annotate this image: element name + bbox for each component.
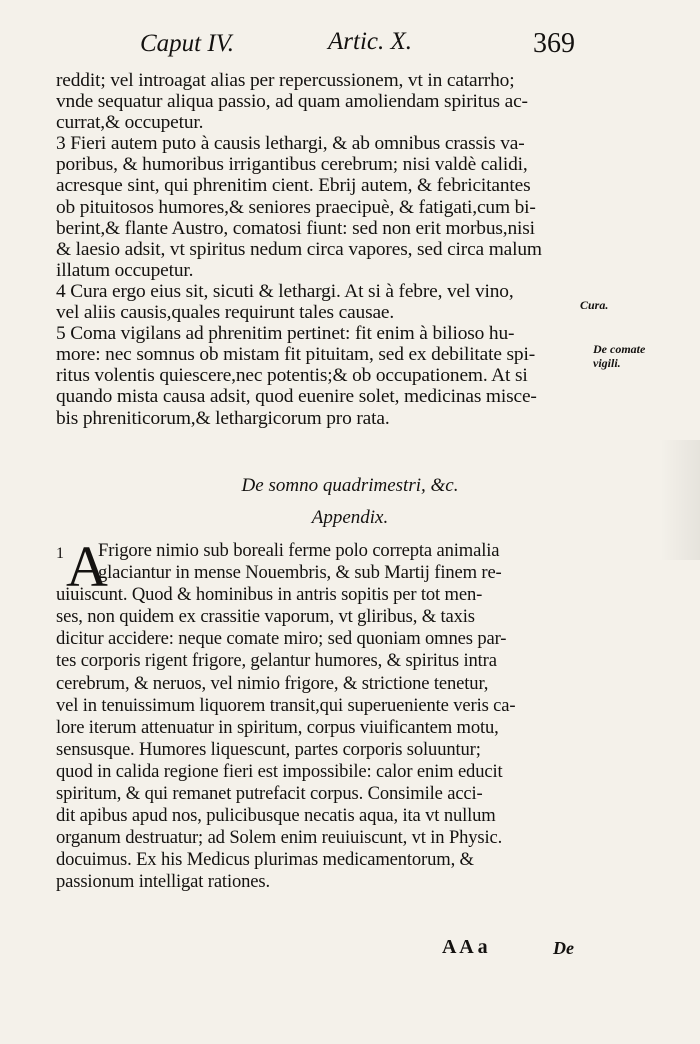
margin-note-de-comate (593, 342, 645, 370)
text-line: poribus, & humoribus irrigantibus cerebrum; nisi valdè calidi, (56, 154, 528, 176)
text-line: uiuiscunt. Quod & hominibus in antris sopitis per tot men- (56, 584, 483, 606)
drop-capital: A (66, 534, 108, 599)
text-line: 5 Coma vigilans ad phrenitim pertinet: fit enim à bilioso hu- (56, 323, 515, 345)
text-line: ses, non quidem ex crassitie vaporum, vt gliribus, & taxis (56, 606, 475, 628)
header-chapter: Caput IV. (140, 30, 234, 57)
text-line: glaciantur in mense Nouembris, & sub Martij finem re- (98, 562, 502, 584)
margin-note-cura: Cura. (580, 298, 609, 312)
catchword: De (553, 938, 574, 958)
text-line: vel aliis causis,quales requirunt tales causae. (56, 302, 395, 324)
signature-mark: A A a (442, 936, 488, 958)
text-line: ritus volentis quiescere,nec potentis;& ob occupationem. At si (56, 365, 528, 387)
text-line: cerebrum, & neruos, vel nimio frigore, & strictione tenetur, (56, 672, 489, 694)
text-line: dit apibus apud nos, pulicibusque necatis aqua, ita vt nullum (56, 805, 496, 827)
text-line: passionum intelligat rationes. (56, 871, 270, 893)
margin-note-line: vigili. (593, 356, 621, 370)
margin-note-line: De comate (593, 342, 646, 356)
text-line: bis phreniticorum,& lethargicorum pro rata. (56, 407, 390, 429)
show-through-shadow (660, 440, 700, 560)
text-line: vnde sequatur aliqua passio, ad quam amoliendam spiritus ac- (56, 91, 528, 113)
text-line: reddit; vel introagat alias per repercussionem, vt in catarrho; (56, 70, 515, 91)
text-line: lore iterum attenuatur in spiritum, corpus viuificantem motu, (56, 716, 499, 738)
text-line: sensusque. Humores liquescunt, partes corporis soluuntur; (56, 738, 481, 760)
running-header (0, 26, 700, 66)
main-text (56, 70, 576, 429)
section-title: De somno quadrimestri, &c. (241, 475, 459, 496)
text-line: quod in calida regione fieri est impossibile: calor enim educit (56, 760, 503, 782)
text-line: spiritum, & qui remanet putrefacit corpus. Consimile acci- (56, 783, 483, 805)
text-line: docuimus. Ex his Medicus plurimas medicamentorum, & (56, 849, 474, 871)
header-article: Artic. X. (328, 28, 413, 55)
text-line: Frigore nimio sub boreali ferme polo correpta animalia (98, 540, 500, 561)
text-line: organum destruatur; ad Solem enim reuiuiscunt, vt in Physic. (56, 827, 503, 849)
text-line: tes corporis rigent frigore, gelantur humores, & spiritus intra (56, 650, 497, 672)
text-line: acresque sint, qui phrenitim cient. Ebrij autem, & febricitantes (56, 175, 531, 197)
page-number: 369 (533, 28, 575, 59)
text-line: ob pituitosos humores,& seniores praecipuè, & fatigati,cum bi- (56, 196, 536, 218)
text-line: 3 Fieri autem puto à causis lethargi, & ab omnibus crassis va- (56, 133, 525, 155)
text-line: berint,& flante Austro, comatosi fiunt: sed non erit morbus,nisi (56, 217, 535, 239)
appendix-text (56, 534, 596, 894)
text-line: 4 Cura ergo eius sit, sicuti & lethargi. At si à febre, vel vino, (56, 280, 514, 302)
text-line: illatum occupetur. (56, 259, 194, 281)
text-line: dicitur accidere: neque comate miro; sed quoniam omnes par- (56, 628, 507, 650)
text-line: & laesio adsit, vt spiritus nedum circa vapores, sed circa malum (56, 238, 542, 260)
text-line: quando mista causa adsit, quod euenire solet, medicinas misce- (56, 386, 537, 408)
text-line: currat,& occupetur. (56, 112, 204, 134)
text-line: more: nec somnus ob mistam fit pituitam, sed ex debilitate spi- (56, 344, 535, 366)
section-subtitle: Appendix. (311, 507, 389, 528)
text-line: vel in tenuissimum liquorem transit,qui superueniente veris ca- (56, 694, 516, 716)
paragraph-number: 1 (56, 545, 64, 562)
